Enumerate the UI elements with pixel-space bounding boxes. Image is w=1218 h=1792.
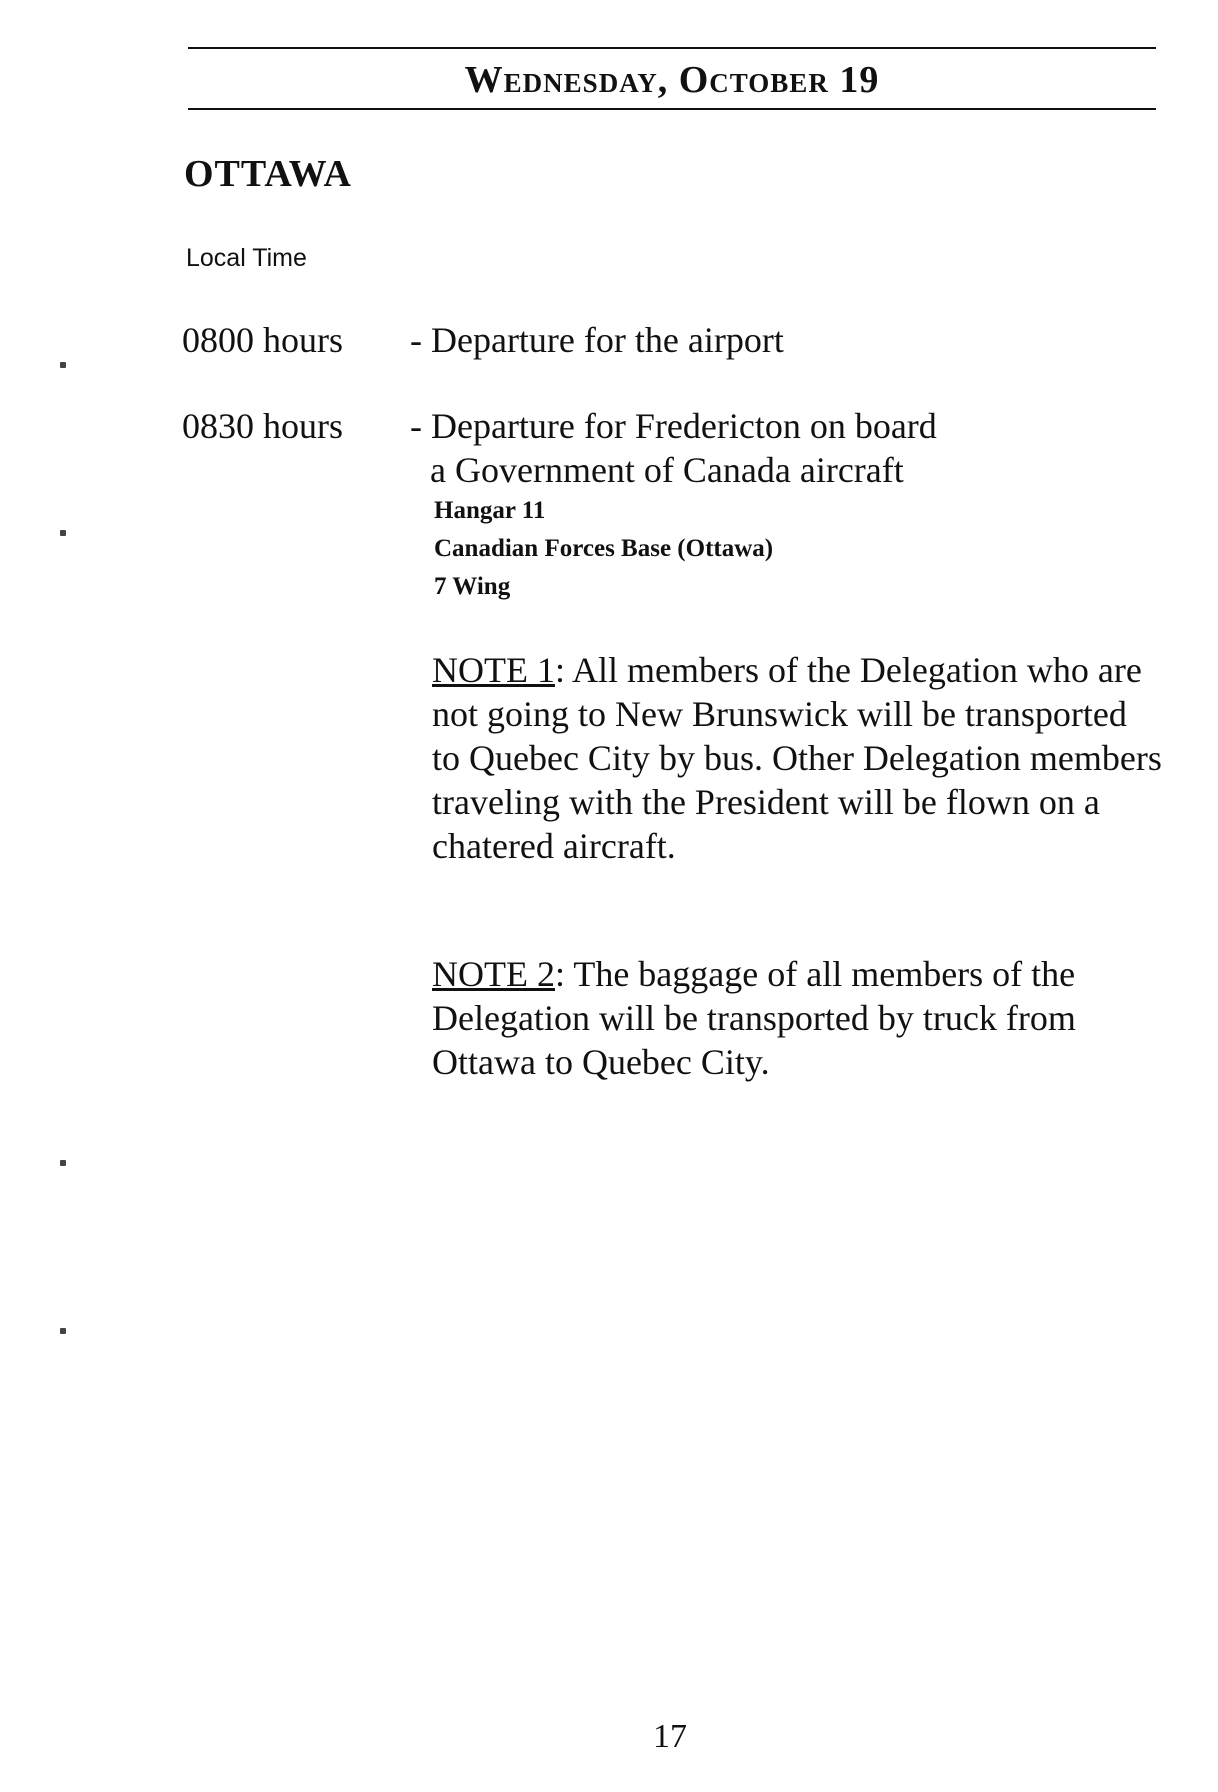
schedule-time-2: 0830 hours	[182, 406, 343, 446]
note-text: : All members of the Delegation who are not going to New Brunswick will be transported to Quebec City by bus. Other Delegation members traveling with the President will be flown on a chatered aircraft.	[432, 650, 1162, 866]
scan-speck	[60, 1328, 66, 1334]
scan-speck	[60, 1160, 66, 1166]
header-rule-top	[188, 47, 1156, 49]
schedule-event-2	[410, 404, 937, 606]
note-2	[432, 952, 1162, 1084]
city-heading: OTTAWA	[184, 153, 352, 195]
event-line: a Government of Canada aircraft	[430, 450, 904, 490]
local-time-label: Local Time	[186, 244, 307, 272]
note-label: NOTE 2	[432, 954, 555, 994]
page-number: 17	[653, 1718, 687, 1755]
schedule-time-1: 0800 hours	[182, 320, 343, 360]
header-rule-bottom	[188, 108, 1156, 110]
location-detail: Hangar 11	[434, 497, 546, 524]
schedule-event-1	[410, 318, 784, 362]
scan-speck	[60, 530, 66, 536]
note-label: NOTE 1	[432, 650, 555, 690]
note-1	[432, 648, 1162, 868]
scan-speck	[60, 362, 66, 368]
day-heading: Wednesday, October 19	[464, 59, 880, 101]
location-detail: 7 Wing	[434, 573, 511, 600]
event-line: - Departure for the airport	[410, 320, 784, 360]
note-text: : The baggage of all members of the Delegation will be transported by truck from Ottawa to Quebec City.	[432, 954, 1076, 1082]
location-detail: Canadian Forces Base (Ottawa)	[434, 535, 774, 562]
event-line: - Departure for Fredericton on board	[410, 406, 937, 446]
